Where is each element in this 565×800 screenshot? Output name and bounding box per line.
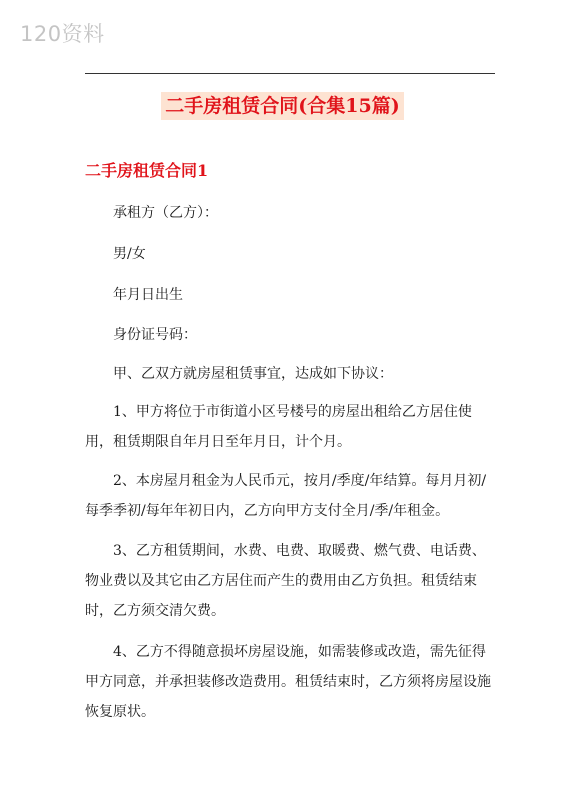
watermark-logo: 120资料 [20, 22, 105, 46]
paragraph-birthdate: 年月日出生 [113, 287, 183, 303]
paragraph-id-number: 身份证号码： [113, 327, 197, 343]
paragraph-gender: 男/女 [113, 246, 146, 262]
paragraph-clause-2: 2、本房屋月租金为人民币元，按月/季度/年结算。每月月初/每季季初/每年年初日内，乙方向甲方支付全月/季/年租金。 [85, 473, 487, 519]
paragraph-agreement-intro: 甲、乙双方就房屋租赁事宜，达成如下协议： [113, 366, 393, 382]
paragraph-clause-4: 4、乙方不得随意损坏房屋设施，如需装修或改造，需先征得甲方同意，并承担装修改造费用。租赁结束时，乙方须将房屋设施恢复原状。 [85, 644, 491, 720]
document-title: 二手房租赁合同(合集15篇) [161, 92, 403, 120]
document-title-wrapper [0, 92, 565, 120]
section-heading: 二手房租赁合同1 [85, 161, 209, 180]
paragraph-clause-3: 3、乙方租赁期间，水费、电费、取暖费、燃气费、电话费、物业费以及其它由乙方居住而产生的费用由乙方负担。租赁结束时，乙方须交清欠费。 [85, 543, 486, 619]
header-divider [85, 73, 495, 74]
paragraph-clause-1: 1、甲方将位于市街道小区号楼号的房屋出租给乙方居住使用，租赁期限自年月日至年月日，计个月。 [85, 404, 472, 450]
paragraph-lessee: 承租方（乙方）： [113, 205, 218, 221]
